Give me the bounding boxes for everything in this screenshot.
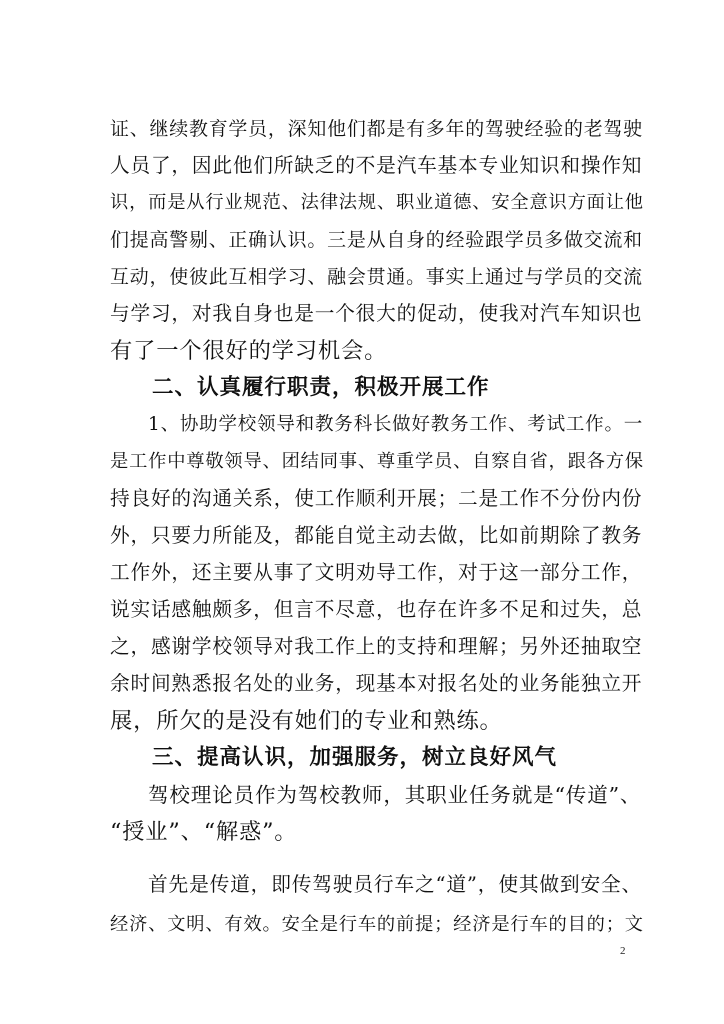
line-text: 经济、文明、有效。安全是行车的前提；经济是行车的目的；文	[110, 914, 644, 935]
body-line	[0, 183, 724, 223]
line-text: 有了一个很好的学习机会。	[110, 338, 388, 364]
line-text: 余时间熟悉报名处的业务，现基本对报名处的业务能独立开	[110, 672, 643, 695]
body-line	[0, 590, 724, 630]
line-text: 互动，使彼此互相学习、融会贯通。事实上通过与学员的交流	[110, 266, 643, 288]
body-line	[0, 146, 724, 186]
body-line	[0, 294, 724, 334]
body-line	[0, 405, 724, 445]
line-text: 是工作中尊敬领导、团结同事、尊重学员、自察自省，跟各方保	[110, 451, 644, 472]
body-line	[0, 664, 724, 704]
body-line	[0, 442, 724, 482]
line-text: 工作外，还主要从事了文明劝导工作，对于这一部分工作，	[110, 561, 643, 584]
section-heading	[0, 738, 724, 778]
body-line	[0, 905, 724, 945]
line-text: 1、协助学校领导和教务科长做好教务工作、考试工作。一	[148, 414, 644, 435]
line-text: 之，感谢学校领导对我工作上的支持和理解；另外还抽取空	[110, 635, 643, 658]
body-line	[0, 627, 724, 667]
line-text: 驾校理论员作为驾校教师，其职业任务就是“传道”、	[148, 783, 642, 807]
body-line	[0, 701, 724, 741]
body-line	[0, 812, 724, 852]
body-line	[0, 331, 724, 371]
line-text: 持良好的沟通关系，使工作顺利开展；二是工作不分份内份	[110, 487, 643, 510]
page-number: 2	[620, 945, 626, 957]
line-text: 首先是传道，即传驾驶员行车之“道”，使其做到安全、	[148, 873, 643, 896]
section-heading-text: 三、提高认识，加强服务，树立良好风气	[152, 745, 558, 770]
line-text: 展，所欠的是没有她们的专业和熟练。	[110, 708, 503, 734]
line-text: 说实话感触颇多，但言不尽意，也存在许多不足和过失，总	[110, 598, 643, 621]
body-line	[0, 516, 724, 556]
line-text: 证、继续教育学员，深知他们都是有多年的驾驶经验的老驾驶	[110, 118, 643, 140]
body-line	[0, 553, 724, 593]
body-line	[0, 257, 724, 297]
line-text: “授业”、“解惑”。	[110, 819, 298, 845]
line-text: 外，只要力所能及，都能自觉主动去做，比如前期除了教务	[110, 524, 643, 547]
body-line	[0, 220, 724, 260]
body-line	[0, 775, 724, 815]
body-line	[0, 865, 724, 905]
line-text: 与学习，对我自身也是一个很大的促动，使我对汽车知识也	[110, 302, 643, 325]
section-heading	[0, 368, 724, 408]
line-text: 识，而是从行业规范、法律法规、职业道德、安全意识方面让他	[110, 192, 644, 213]
line-text: 们提高警剔、正确认识。三是从自身的经验跟学员多做交流和	[110, 229, 643, 251]
body-line	[0, 479, 724, 519]
body-line	[0, 109, 724, 149]
section-heading-text: 二、认真履行职责，积极开展工作	[152, 375, 490, 400]
line-text: 人员了，因此他们所缺乏的不是汽车基本专业知识和操作知	[110, 154, 643, 177]
